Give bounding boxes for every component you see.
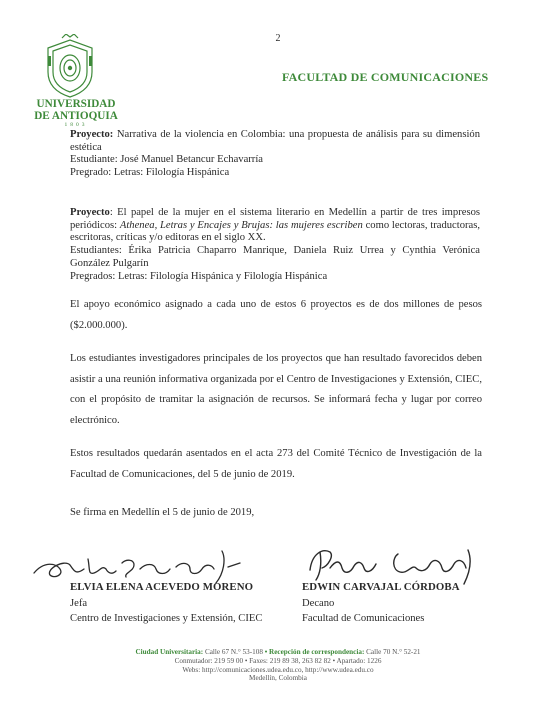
university-year: 1803: [64, 122, 88, 128]
footer-contact: [0, 648, 556, 683]
footer-city-label: Ciudad Universitaria:: [135, 648, 204, 656]
page-number: 2: [275, 33, 281, 44]
footer-bullet: •: [264, 648, 268, 656]
university-name-line2: DE ANTIOQUIA: [34, 109, 118, 122]
project-label: Proyecto:: [70, 129, 114, 140]
footer-line-3: Webs: http://comunicaciones.udea.edu.co, http://www.udea.edu.co: [182, 665, 374, 674]
signatory-office: Centro de Investigaciones y Extensión, CIEC: [70, 613, 263, 624]
signatory-name: ELVIA ELENA ACEVEDO MORENO: [70, 581, 254, 593]
university-seal-logo: [40, 34, 100, 100]
faculty-title: FACULTAD DE COMUNICACIONES: [282, 70, 489, 84]
signing-place-date: Se firma en Medellín el 5 de junio de 2019,: [70, 507, 255, 518]
signature-block-2: [302, 580, 460, 627]
project-2-program: Pregrados: Letras: Filología Hispánica y Filología Hispánica: [70, 271, 328, 282]
project-title: Narrativa de la violencia en Colombia: una propuesta de análisis para su dimensión estética: [70, 129, 480, 153]
minutes-paragraph: Estos resultados quedarán asentados en el acta 273 del Comité Técnico de Investigación de la Facultad de Comunicaciones, del 5 de junio de 2019.: [70, 448, 482, 480]
project-1-program: Pregrado: Letras: Filología Hispánica: [70, 167, 230, 178]
project-2: [70, 207, 480, 245]
project-1: [70, 129, 480, 154]
university-name-line1: UNIVERSIDAD: [36, 98, 116, 110]
project-title-part-b: como lectoras, traductoras, escritoras, críticas y/o editoras en el siglo XX.: [70, 219, 480, 244]
project-title-italic: Athenea, Letras y Encajes y Brujas: las mujeres escriben: [119, 219, 363, 231]
signatory-office: Facultad de Comunicaciones: [302, 613, 425, 624]
signatory-name: EDWIN CARVAJAL CÓRDOBA: [302, 581, 460, 593]
footer-recv-label: Recepción de correspondencia:: [269, 648, 365, 656]
project-2-students: Estudiantes: Érika Patricia Chaparro Manrique, Daniela Ruiz Urrea y Cynthia Verónica González Pulgarín: [70, 245, 480, 269]
university-name: [26, 99, 126, 122]
footer-line-4: Medellín, Colombia: [249, 674, 307, 683]
signatory-role: Jefa: [70, 597, 88, 609]
funding-paragraph: El apoyo económico asignado a cada uno de estos 6 proyectos es de dos millones de pesos ($2.000.000).: [70, 299, 482, 331]
meeting-paragraph: Los estudiantes investigadores principales de los proyectos que han resultado favorecidos deben asistir a una reunión informativa organizada por el Centro de Investigaciones y Extensión, CIEC, con el propósito de tramitar la asignación de recursos. Se informará fecha y lugar por correo electrónico.: [70, 353, 482, 426]
footer-line-2: Conmutador: 219 59 00 • Faxes: 219 89 38, 263 82 82 • Apartado: 1226: [174, 656, 382, 665]
signature-block-1: [70, 580, 262, 627]
signatory-role: Decano: [302, 597, 335, 609]
footer-city-value: Calle 67 N.° 53-108: [203, 648, 265, 656]
project-title-part-a: : El papel de la mujer en el sistema literario en Medellín a partir de tres impresos periódicos:: [70, 207, 480, 231]
footer-line-1: [0, 648, 556, 657]
project-label: Proyecto: [70, 207, 110, 218]
footer-recv-value: Calle 70 N.° 52-21: [364, 648, 421, 656]
project-1-students: Estudiante: José Manuel Betancur Echavarría: [70, 154, 263, 165]
